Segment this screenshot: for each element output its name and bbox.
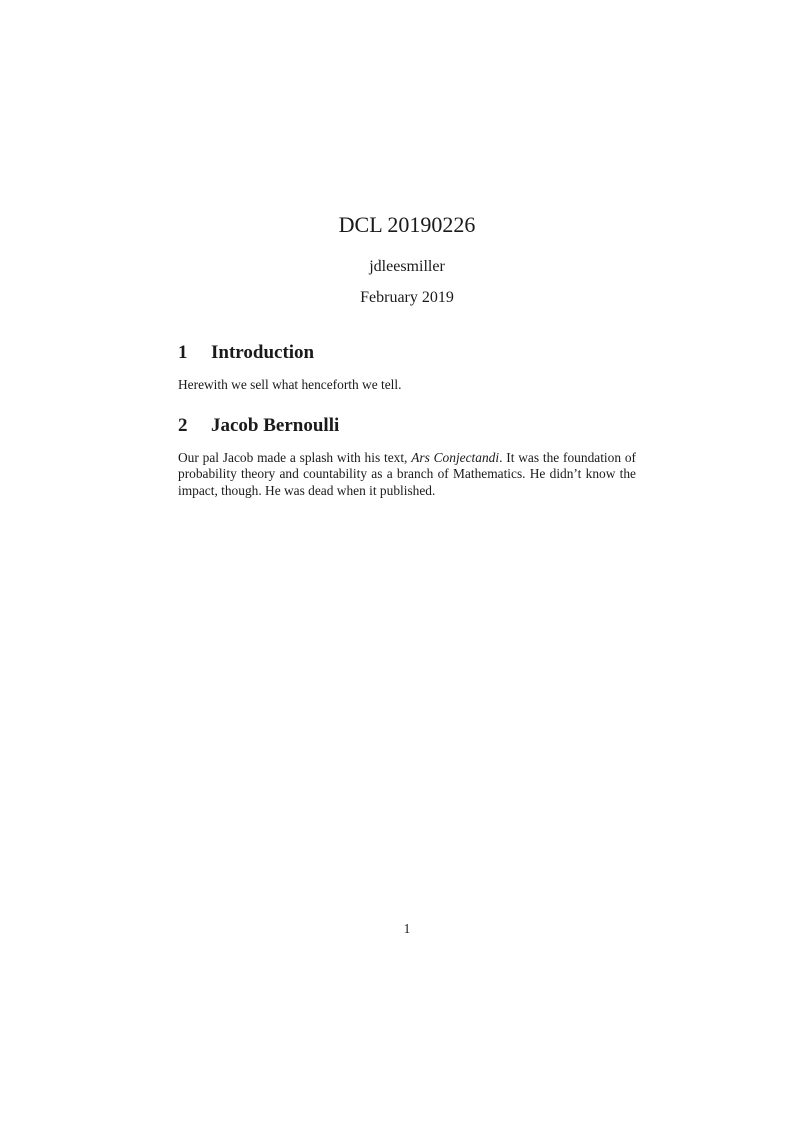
paragraph-run: Our pal Jacob made a splash with his text,: [178, 450, 412, 465]
section-number: 2: [178, 415, 188, 436]
paragraph-introduction: Herewith we sell what henceforth we tell.: [178, 377, 402, 392]
paragraph-jacob-bernoulli: [178, 450, 636, 499]
section-title: Jacob Bernoulli: [211, 415, 340, 436]
paragraph-run: . It was the foundation of probability theory and countability as a branch of Mathematics. He didn’t know the impact, though. He was dead when it published.: [178, 450, 637, 498]
book-title-italic: Ars Conjectandi: [411, 450, 500, 465]
section-title: Introduction: [211, 342, 315, 363]
page-number: 1: [403, 921, 411, 936]
document-date: February 2019: [360, 289, 454, 306]
section-number: 1: [178, 342, 188, 363]
section-heading-jacob-bernoulli: [178, 415, 636, 437]
section-heading-introduction: [178, 342, 636, 364]
document-title: DCL 20190226: [338, 212, 476, 237]
document-author: jdleesmiller: [369, 258, 445, 275]
